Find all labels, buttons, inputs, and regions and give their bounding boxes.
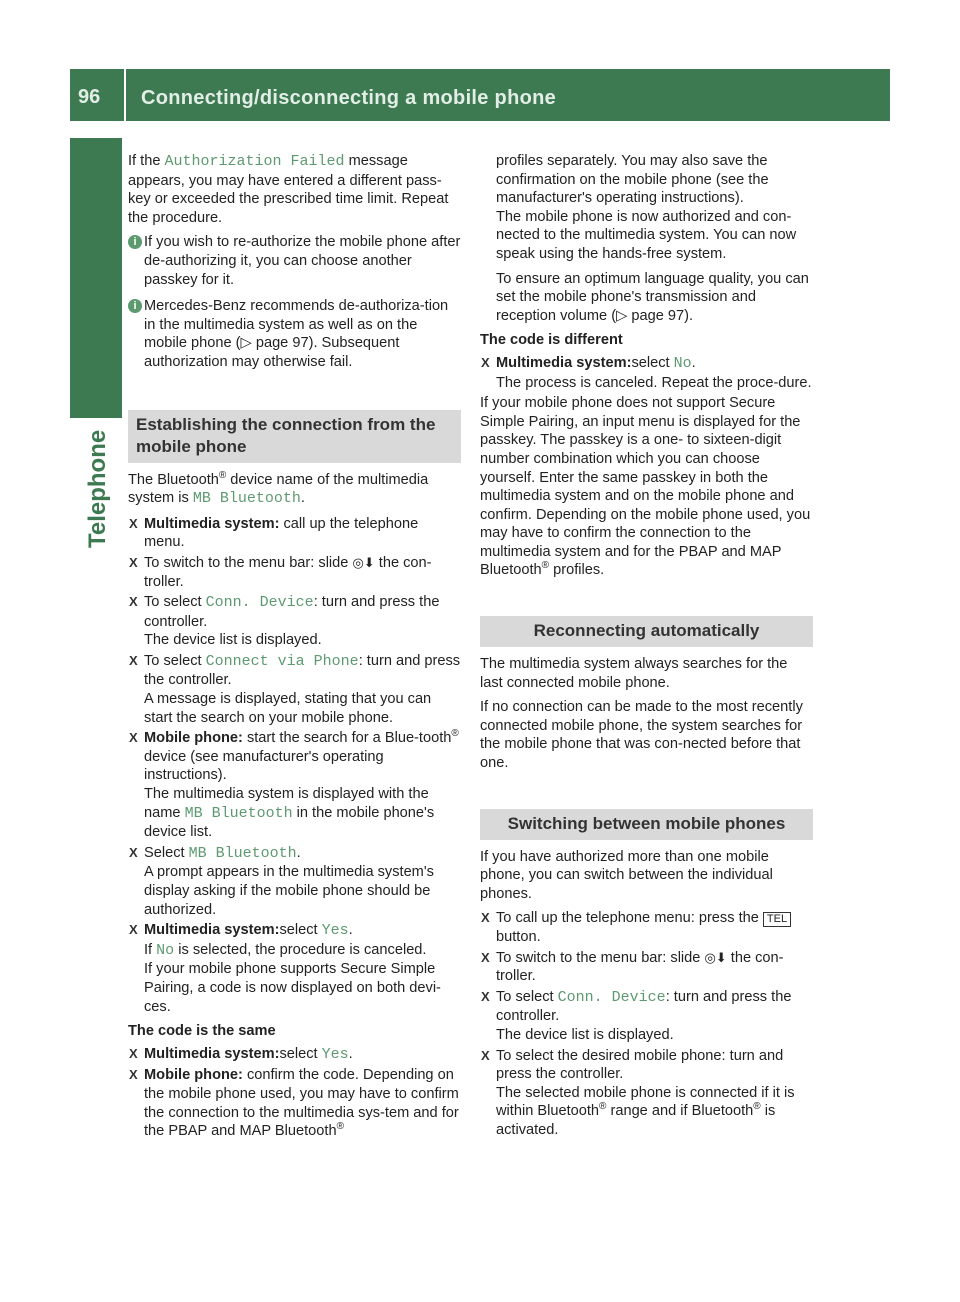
step-arrow-icon: X — [481, 1047, 490, 1063]
tel-button-icon: TEL — [763, 912, 791, 927]
right-column — [480, 152, 813, 1142]
step-arrow-icon: X — [129, 922, 138, 938]
intro-paragraph: If the Authorization Failed message appears, you may have entered a different pass-key or exceeded the prescribed time limit. Repeat the procedure. — [128, 153, 449, 226]
step: X To switch to the menu bar: slide ◎⬇ the con-troller. — [129, 554, 432, 590]
step: X Select MB Bluetooth. A prompt appears in the multimedia system's display asking if the mobile phone should be authorized. — [129, 844, 434, 918]
step-arrow-icon: X — [481, 354, 490, 370]
step-arrow-icon: X — [129, 730, 138, 746]
step: X To select Connect via Phone: turn and press the controller. A message is displayed, stating that you can start the search on your mobile phone. — [129, 652, 461, 726]
step-arrow-icon: X — [129, 594, 138, 610]
code-mb-bluetooth: MB Bluetooth — [192, 490, 301, 508]
side-tab-label: Telephone — [84, 429, 111, 548]
subheading-code-different: The code is different — [480, 332, 623, 349]
controller-slide-down-icon: ◎⬇ — [704, 949, 727, 965]
passkey-paragraph: If your mobile phone does not support Secure Simple Pairing, an input menu is displayed for the passkey. The passkey is a one- to sixteen-digit number combination which you can choose yourself. Enter the same passkey in both the multimedia system and on the mobile phone and confirm. Depending on the mobile phone used, you may have to confirm the connection to the multimedia system and for the PBAP and MAP Bluetooth® profiles. — [480, 395, 811, 579]
left-column — [128, 152, 461, 1143]
step: X Multimedia system: call up the telephone menu. — [129, 515, 419, 551]
section-heading-switching: Switching between mobile phones — [480, 809, 813, 840]
step-arrow-icon: X — [129, 652, 138, 668]
controller-slide-down-icon: ◎⬇ — [352, 554, 375, 570]
section-heading-reconnecting: Reconnecting automatically — [480, 616, 813, 647]
step-arrow-icon: X — [481, 988, 490, 1004]
section1-intro: The Bluetooth® device name of the multimedia system is MB Bluetooth. — [128, 469, 429, 508]
step: X Mobile phone: confirm the code. Depending on the mobile phone used, you may have to confirm the connection to the multimedia sys-tem and for the PBAP and MAP Bluetooth® — [129, 1067, 459, 1140]
reconnect-paragraph-2: If no connection can be made to the most recently connected mobile phone, the system searches for the mobile phone that was con-nected before that one. — [480, 699, 803, 772]
info-icon: i — [128, 299, 142, 313]
step-arrow-icon: X — [129, 554, 138, 570]
step: X Mobile phone: start the search for a Blue-tooth® device (see manufacturer's operating instructions). The multimedia system is displayed with the name MB Bluetooth in the mobile phone's device list. — [129, 728, 459, 841]
step: X To select Conn. Device: turn and press the controller. The device list is displayed. — [129, 594, 440, 649]
step: X Multimedia system:select Yes. If No is selected, the procedure is canceled. If your mobile phone supports Secure Simple Pairing, a code is now displayed on both devi-ces. — [129, 922, 441, 1015]
note-deauthorize: i Mercedes-Benz recommends de-authoriza-tion in the multimedia system as well as on the mobile phone (▷ page 97). Subsequent authorization may otherwise fail. — [128, 297, 461, 371]
page-ref-icon: ▷ — [240, 335, 252, 352]
side-tab-bar — [70, 138, 122, 418]
page-title: Connecting/disconnecting a mobile phone — [141, 87, 557, 109]
step-arrow-icon: X — [129, 515, 138, 531]
page-number: 96 — [78, 86, 101, 108]
step-arrow-icon: X — [129, 1045, 138, 1061]
header-divider — [124, 69, 126, 121]
step: X To select the desired mobile phone: turn and press the controller. The selected mobile phone is connected if it is within Bluetooth® range and if Bluetooth® is activated. — [481, 1047, 795, 1138]
code-authorization-failed: Authorization Failed — [164, 153, 345, 170]
side-tab — [74, 418, 122, 608]
step-arrow-icon: X — [129, 844, 138, 860]
language-quality-paragraph: To ensure an optimum language quality, you can set the mobile phone's transmission and reception volume (▷ page 97). — [496, 270, 809, 324]
note-reauthorize: i If you wish to re-authorize the mobile phone after de-authorizing it, you can choose another passkey for it. — [128, 233, 461, 289]
step-arrow-icon: X — [481, 910, 490, 926]
step-arrow-icon: X — [129, 1067, 138, 1083]
page-ref-icon: ▷ — [616, 307, 628, 324]
continued-paragraph: profiles separately. You may also save the confirmation on the mobile phone (see the manufacturer's operating instructions). The mobile phone is now authorized and con-nected to the multimedia system. You can now speak using the hands-free system. — [496, 153, 797, 262]
step: X To call up the telephone menu: press the TEL button. — [480, 909, 813, 946]
switching-intro: If you have authorized more than one mobile phone, you can switch between the individual phones. — [480, 848, 773, 902]
subheading-code-same: The code is the same — [128, 1023, 276, 1040]
step: X To switch to the menu bar: slide ◎⬇ the con-troller. — [481, 949, 784, 985]
step-arrow-icon: X — [481, 949, 490, 965]
section-heading-establishing: Establishing the connection from the mobile phone — [128, 410, 461, 463]
reconnect-paragraph-1: The multimedia system always searches for the last connected mobile phone. — [480, 656, 788, 691]
step: X Multimedia system:select Yes. — [129, 1045, 353, 1063]
info-icon: i — [128, 235, 142, 249]
step: X Multimedia system:select No. The process is canceled. Repeat the proce-dure. — [481, 354, 812, 391]
step: X To select Conn. Device: turn and press the controller. The device list is displayed. — [481, 988, 792, 1043]
